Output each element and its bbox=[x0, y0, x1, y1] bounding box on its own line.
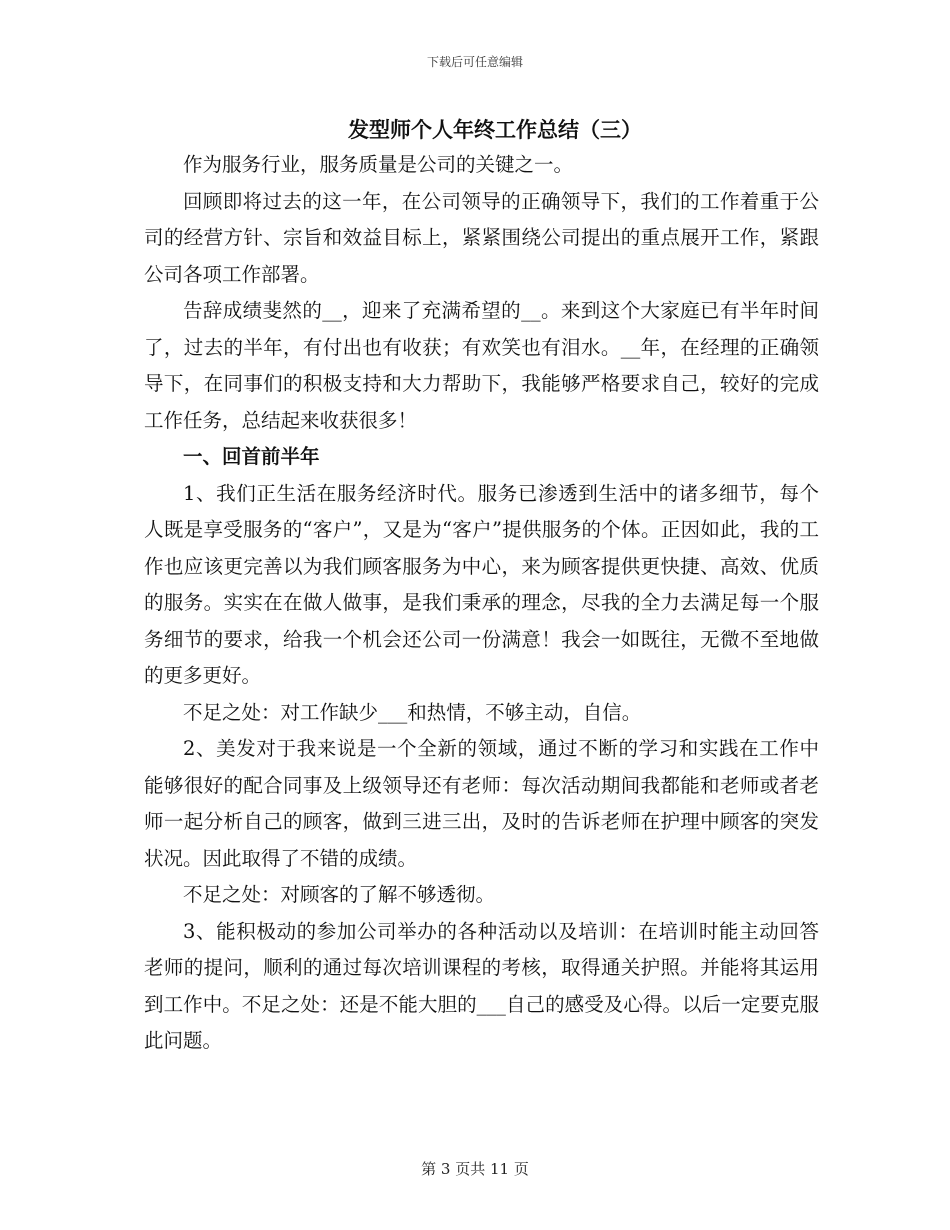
paragraph-item-1: 1、我们正生活在服务经济时代。服务已渗透到生活中的诸多细节，每个人既是享受服务的“客户”，又是为“客户”提供服务的个体。正因如此，我的工作也应该更完善以为我们顾客服务为中心，来为顾客提供更快捷、高效、优质的服务。实实在在做人做事，是我们秉承的理念，尽我的全力去满足每一个服务细节的要求，给我一个机会还公司一份满意！我会一如既往，无微不至地做的更多更好。 bbox=[144, 481, 819, 687]
paragraph-item-3: 3、能积极动的参加公司举办的各种活动以及培训：在培训时能主动回答老师的提问，顺利的通过每次培训课程的考核，取得通关护照。并能将其运用到工作中。不足之处：还是不能大胆的___自己的感受及心得。以后一定要克服此问题。 bbox=[144, 919, 819, 1052]
paragraph-review: 回顾即将过去的这一年，在公司领导的正确领导下，我们的工作着重于公司的经营方针、宗旨和效益目标上，紧紧围绕公司提出的重点展开工作，紧跟公司各项工作部署。 bbox=[144, 189, 819, 286]
document-title: 发型师个人年终工作总结（三） bbox=[348, 117, 642, 142]
section-heading: 一、回首前半年 bbox=[183, 445, 320, 468]
page-number: 第 3 页共 11 页 bbox=[421, 1160, 529, 1178]
paragraph-farewell: 告辞成绩斐然的__，迎来了充满希望的__。来到这个大家庭已有半年时间了，过去的半年，有付出也有收获；有欢笑也有泪水。__年，在经理的正确领导下，在同事们的积极支持和大力帮助下，我能够严格要求自己，较好的完成工作任务，总结起来收获很多！ bbox=[144, 299, 819, 432]
paragraph-item-2: 2、美发对于我来说是一个全新的领域，通过不断的学习和实践在工作中能够很好的配合同事及上级领导还有老师：每次活动期间我都能和老师或者老师一起分析自己的顾客，做到三进三出，及时的告诉老师在护理中顾客的突发状况。因此取得了不错的成绩。 bbox=[144, 737, 819, 870]
paragraph-shortcoming-2: 不足之处：对顾客的了解不够透彻。 bbox=[183, 883, 496, 906]
paragraph-intro: 作为服务行业，服务质量是公司的关键之一。 bbox=[183, 153, 574, 176]
paragraph-shortcoming-1: 不足之处：对工作缺少___和热情，不够主动，自信。 bbox=[183, 700, 642, 724]
header-note: 下载后可任意编辑 bbox=[426, 55, 523, 69]
document-body bbox=[144, 147, 819, 1060]
